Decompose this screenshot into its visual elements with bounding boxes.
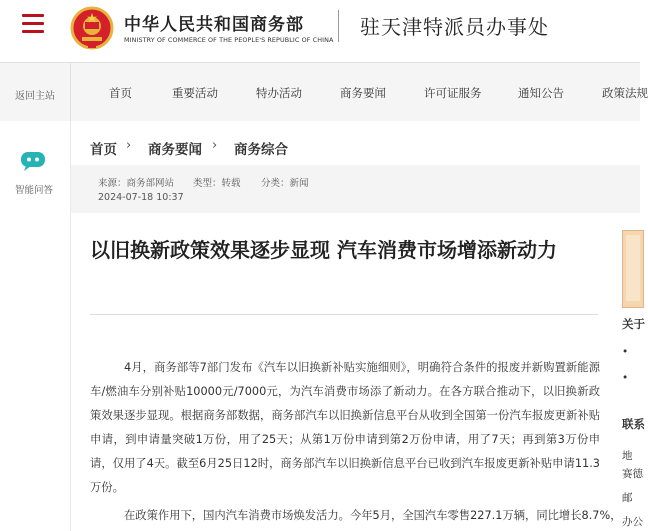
left-rail xyxy=(0,121,71,531)
breadcrumb-commerce-general[interactable]: 商务综合 xyxy=(234,142,288,158)
meta-source: 来源：商务部网站 xyxy=(98,178,175,189)
breadcrumb-home[interactable]: 首页 xyxy=(90,142,117,158)
nav-item-policies[interactable]: 政策法规 xyxy=(602,86,648,100)
title-divider xyxy=(90,314,598,315)
nav-item-commerce-news[interactable]: 商务要闻 xyxy=(340,86,386,100)
nav-item-major-events[interactable]: 重要活动 xyxy=(172,86,218,100)
sidebar-contact-line: 地 xyxy=(622,450,633,462)
chevron-right-icon: › xyxy=(126,138,132,153)
national-emblem-icon xyxy=(70,5,114,51)
meta-category: 分类：新闻 xyxy=(261,178,309,189)
menu-icon[interactable] xyxy=(22,14,44,34)
nav-item-license-service[interactable]: 许可证服务 xyxy=(424,86,482,100)
org-name-en: MINISTRY OF COMMERCE OF THE PEOPLE'S REPUBLIC OF CHINA xyxy=(124,36,334,44)
sidebar-heading-contact: 联系 xyxy=(622,417,645,431)
sidebar-bullet: • xyxy=(622,372,629,384)
breadcrumb-commerce-news[interactable]: 商务要闻 xyxy=(148,142,202,158)
breadcrumb xyxy=(71,121,640,165)
article-title: 以旧换新政策效果逐步显现 汽车消费市场增添新动力 xyxy=(90,238,557,262)
main-nav xyxy=(0,62,648,122)
article-meta xyxy=(71,165,640,213)
nav-item-home[interactable]: 首页 xyxy=(109,86,132,100)
sidebar-contact-line: 邮 xyxy=(622,492,633,504)
nav-divider xyxy=(70,63,71,121)
chat-bot-icon[interactable] xyxy=(20,151,46,171)
office-title: 驻天津特派员办事处 xyxy=(360,15,549,39)
chevron-right-icon: › xyxy=(212,138,218,153)
sidebar-bullet: • xyxy=(622,346,629,358)
article-paragraph: 在政策作用下，国内汽车消费市场焕发活力。今年5月，全国汽车零售227.1万辆，同比增长8.7%， xyxy=(124,509,622,522)
org-name-cn: 中华人民共和国商务部 xyxy=(124,15,304,35)
meta-date: 2024-07-18 10:37 xyxy=(98,192,184,203)
article-paragraph: 4月，商务部等7部门发布《汽车以旧换新补贴实施细则》，明确符合条件的报废并新购置新能源车/燃油车分别补贴10000元/7000元，为汽车消费市场添了新动力。在各方联合推动下，以旧换新政策效果逐步显现。根据商务部数据，商务部汽车以旧换新信息平台从收到全国第一份汽车报废更新补贴申请，到申请量突破1万份，用了25天；从第1万份申请到第2万份申请，用了7天；再到第3万份申请，仅用了4天。截至6月25日12时，商务部汽车以旧换新信息平台已收到汽车报废更新补贴申请11.3万份。 xyxy=(90,361,600,494)
back-to-main-link[interactable]: 返回主站 xyxy=(15,91,55,102)
sidebar-contact-line: 办公 xyxy=(622,516,643,528)
sidebar-contact-line: 赛德 xyxy=(622,468,643,480)
meta-type: 类型：转载 xyxy=(193,178,241,189)
sidebar-heading-about: 关于 xyxy=(622,317,645,331)
smart-qa-label[interactable]: 智能问答 xyxy=(15,185,54,196)
site-header xyxy=(0,0,640,56)
nav-item-office-events[interactable]: 特办活动 xyxy=(256,86,302,100)
nav-item-notices[interactable]: 通知公告 xyxy=(518,86,564,100)
header-divider xyxy=(338,10,339,42)
related-thumbnail[interactable] xyxy=(622,230,644,308)
